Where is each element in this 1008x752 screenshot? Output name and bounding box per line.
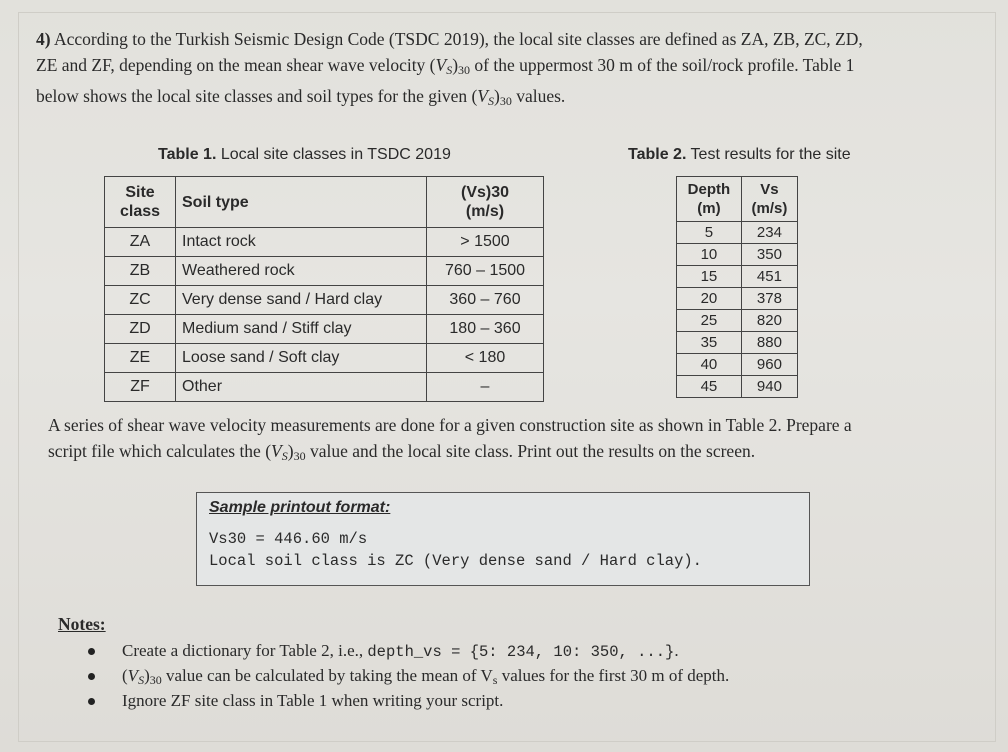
table1-row [105, 344, 544, 373]
sample-line-vs30: Vs30 = 446.60 m/s [209, 530, 368, 548]
table1-row [105, 257, 544, 286]
table1-caption: Table 1. Local site classes in TSDC 2019 [158, 146, 451, 163]
table1-row [105, 315, 544, 344]
depth-cell: 40 [677, 354, 742, 376]
vs-cell: 350 [741, 244, 797, 266]
sample-printout-box [196, 492, 810, 586]
soil-type-cell: Loose sand / Soft clay [176, 344, 427, 373]
table2-row [677, 310, 798, 332]
vs30-cell: 360 – 760 [427, 286, 544, 315]
soil-type-cell: Intact rock [176, 228, 427, 257]
table2-header-row [677, 177, 798, 222]
depth-header: Depth (m) [677, 177, 742, 222]
table1-row [105, 286, 544, 315]
site-class-header: Site class [105, 177, 176, 228]
site-class-cell: ZB [105, 257, 176, 286]
bullet-icon [88, 648, 95, 655]
sample-line-class: Local soil class is ZC (Very dense sand / Hard clay). [209, 552, 702, 570]
soil-type-cell: Very dense sand / Hard clay [176, 286, 427, 315]
table1-row [105, 373, 544, 402]
vs30-header: (Vs)30 (m/s) [427, 177, 544, 228]
vs30-cell: < 180 [427, 344, 544, 373]
site-class-cell: ZD [105, 315, 176, 344]
depth-cell: 10 [677, 244, 742, 266]
soil-type-cell: Weathered rock [176, 257, 427, 286]
depth-cell: 5 [677, 222, 742, 244]
site-class-table [104, 176, 544, 402]
vs-cell: 378 [741, 288, 797, 310]
notes-title: Notes: [58, 614, 106, 634]
intro-paragraph: 4) According to the Turkish Seismic Design Code (TSDC 2019), the local site classes are defined as ZA, ZB, ZC, ZD, ZE and ZF, depending on the mean shear wave velocity $(V_S)_{30}$ of the uppermost 30 m of the soil/rock profile. Table 1 below shows the local site classes and soil types for the given $(V_S)_{30}$ values. [36, 29, 863, 108]
test-results-table [676, 176, 798, 398]
bullet-icon [88, 673, 95, 680]
soil-type-cell: Medium sand / Stiff clay [176, 315, 427, 344]
problem-statement: A series of shear wave velocity measurements are done for a given construction site as shown in Table 2. Prepare a script file which calculates the $(V_S)_{30}$ value and the local site class. Print out the results on the screen. [48, 415, 852, 463]
table1-header-row [105, 177, 544, 228]
depth-cell: 35 [677, 332, 742, 354]
note-item: Create a dictionary for Table 2, i.e., depth_vs = {5: 234, 10: 350, ...}. [88, 638, 988, 663]
vs-cell: 960 [741, 354, 797, 376]
vs30-cell: 180 – 360 [427, 315, 544, 344]
note-item: $(V_S)_{30}$ value can be calculated by taking the mean of $V_s$ values for the first 30 m of depth. [88, 663, 988, 688]
bullet-icon [88, 698, 95, 705]
vs-cell: 940 [741, 376, 797, 398]
vs30-cell: – [427, 373, 544, 402]
site-class-cell: ZF [105, 373, 176, 402]
sample-title: Sample printout format: [209, 499, 391, 516]
table2-row [677, 222, 798, 244]
site-class-cell: ZA [105, 228, 176, 257]
vs30-cell: 760 – 1500 [427, 257, 544, 286]
table2-row [677, 332, 798, 354]
notes-list [88, 638, 988, 713]
note-item: Ignore ZF site class in Table 1 when writing your script. [88, 688, 988, 713]
site-class-cell: ZE [105, 344, 176, 373]
site-class-cell: ZC [105, 286, 176, 315]
table2-row [677, 376, 798, 398]
soil-type-header: Soil type [176, 177, 427, 228]
vs-cell: 234 [741, 222, 797, 244]
depth-cell: 20 [677, 288, 742, 310]
depth-cell: 15 [677, 266, 742, 288]
depth-cell: 25 [677, 310, 742, 332]
table2-row [677, 288, 798, 310]
table1-row [105, 228, 544, 257]
table2-row [677, 354, 798, 376]
table2-caption: Table 2. Test results for the site [628, 146, 851, 163]
depth-cell: 45 [677, 376, 742, 398]
question-number: 4) [36, 29, 51, 49]
vs-cell: 820 [741, 310, 797, 332]
vs30-cell: > 1500 [427, 228, 544, 257]
table2-row [677, 266, 798, 288]
vs-cell: 451 [741, 266, 797, 288]
vs-header: Vs (m/s) [741, 177, 797, 222]
soil-type-cell: Other [176, 373, 427, 402]
table2-row [677, 244, 798, 266]
dict-code: depth_vs = {5: 234, 10: 350, ...} [367, 643, 675, 661]
vs-cell: 880 [741, 332, 797, 354]
